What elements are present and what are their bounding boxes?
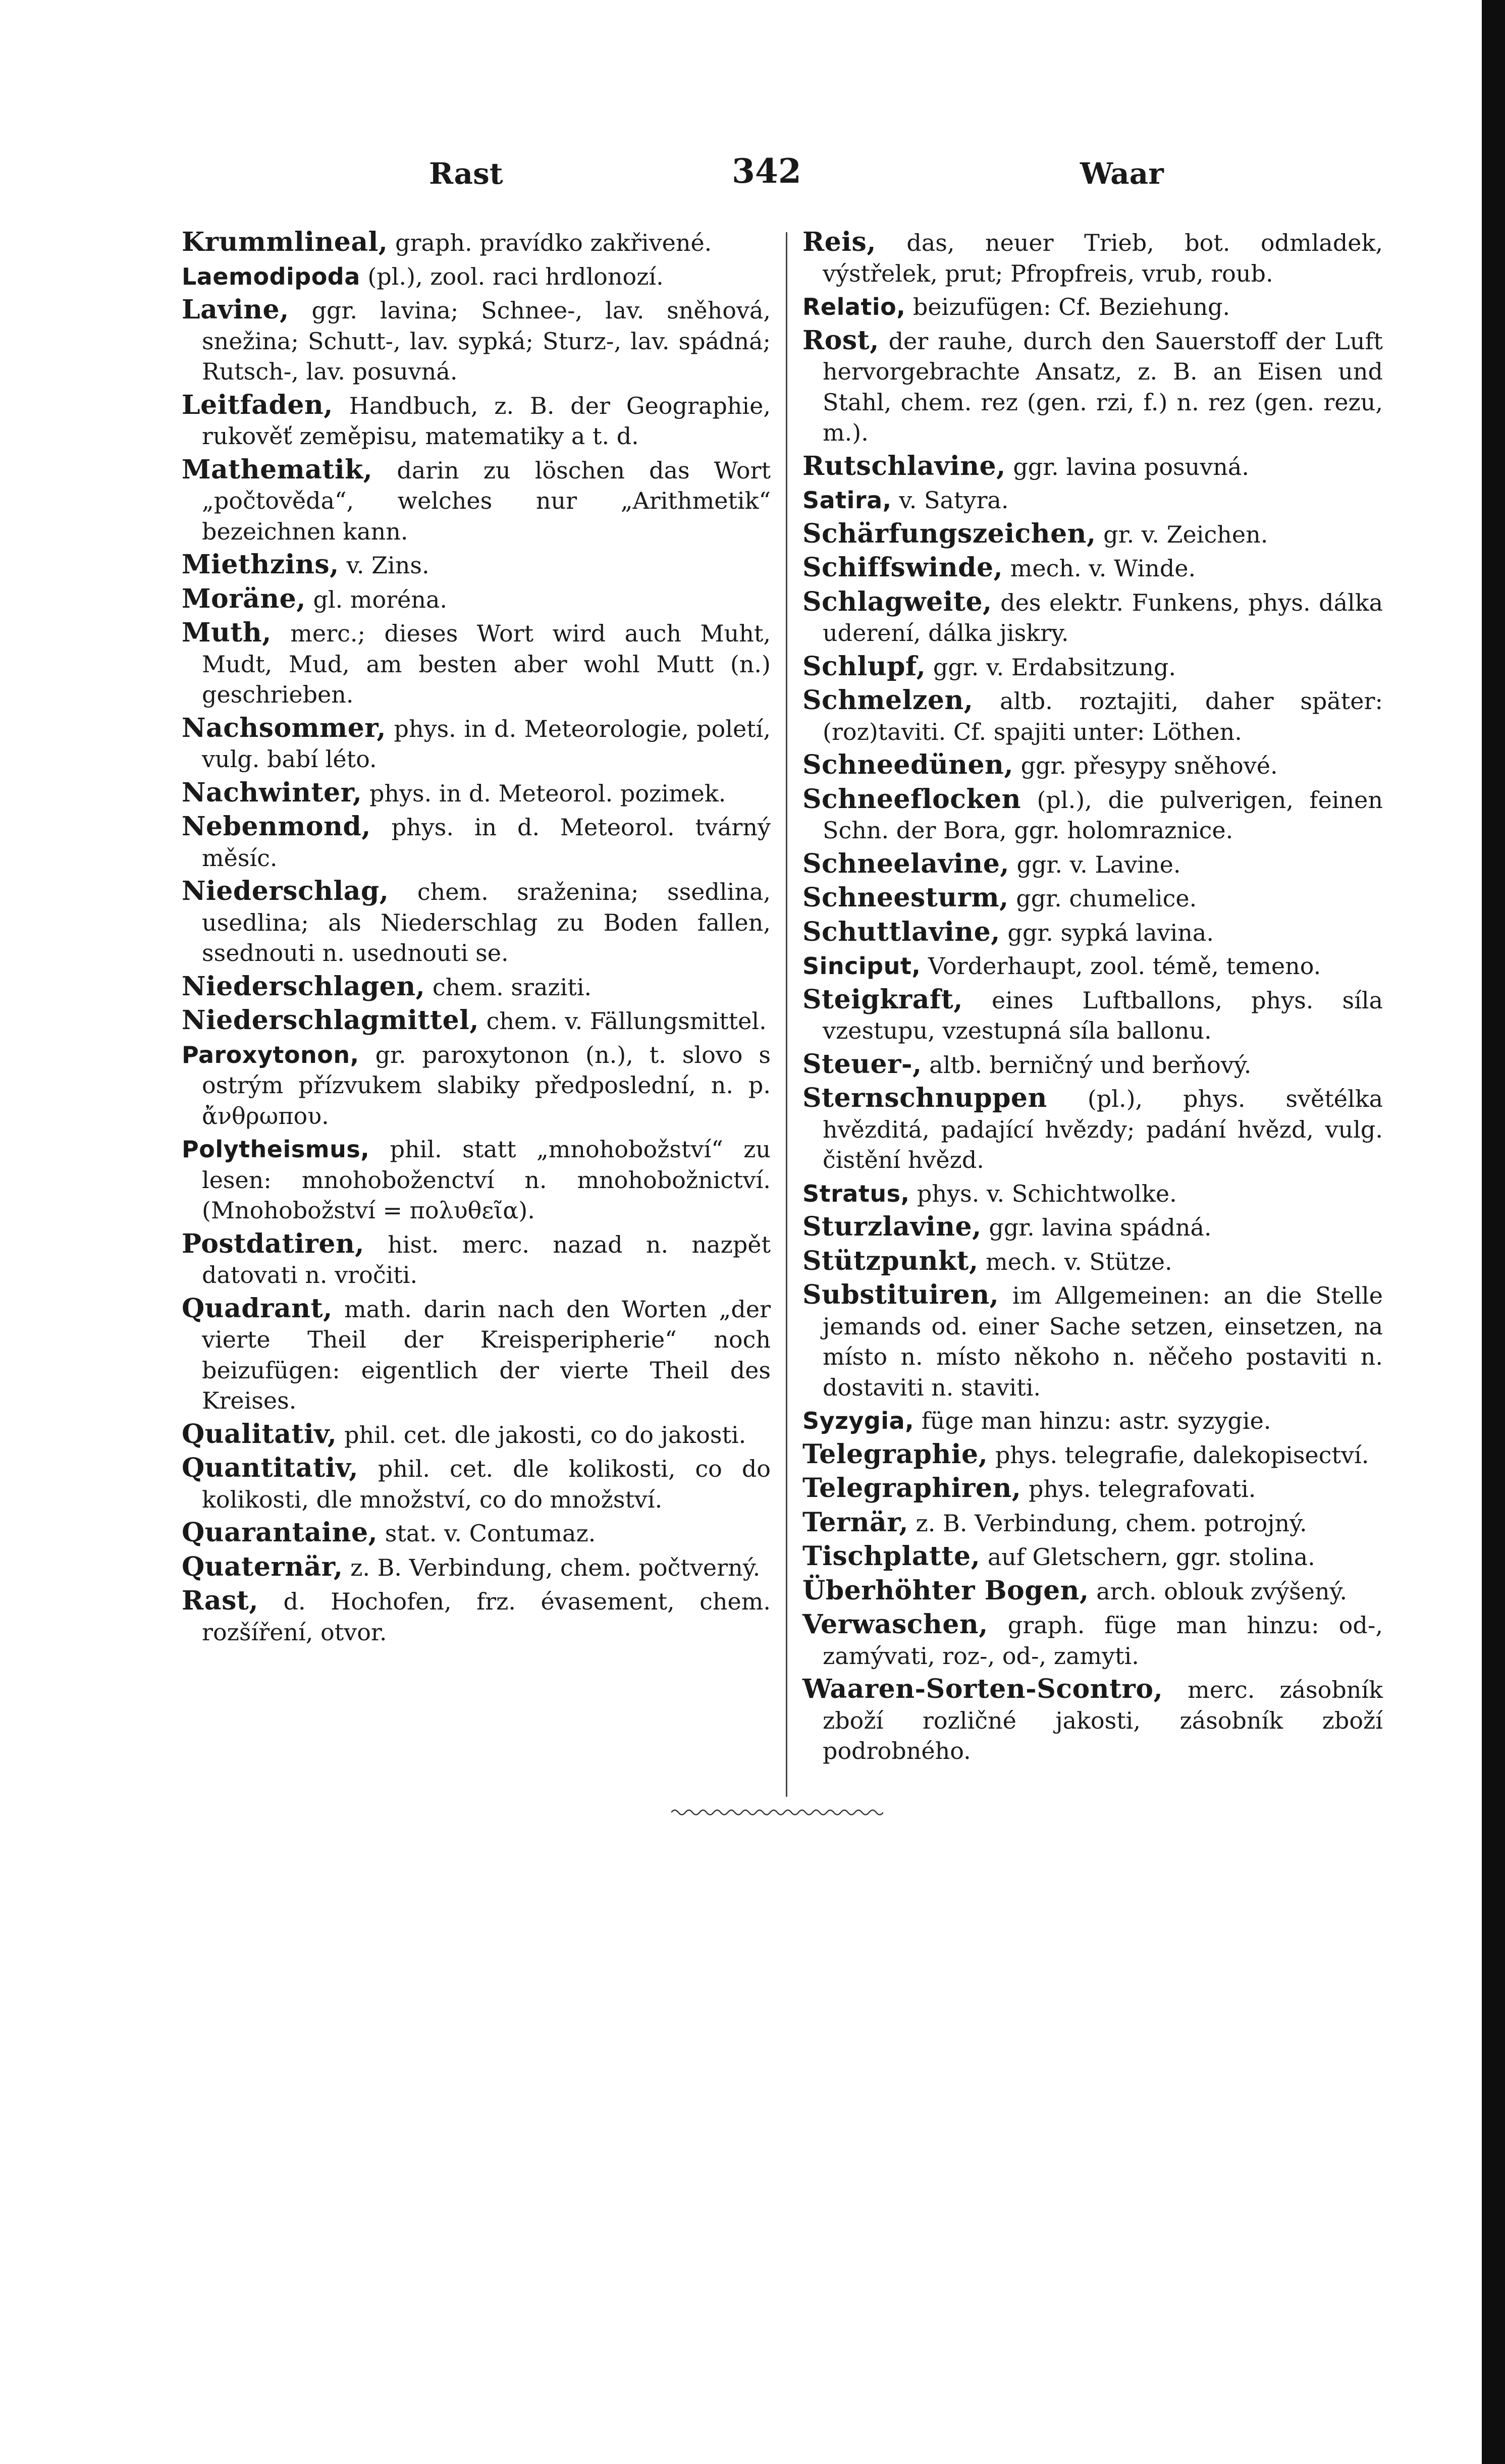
dictionary-entry (182, 390, 771, 452)
entry-definition: d. Hochofen, frz. évasement, chem. rozšíření, otvor. (202, 1588, 771, 1646)
dictionary-entry (802, 951, 1383, 982)
entry-headword: Rast, (182, 1585, 258, 1616)
dictionary-entry (182, 972, 771, 1003)
entry-headword: Niederschlag, (182, 876, 389, 906)
entry-definition: merc. zásobník zboží rozličné jakosti, zásobník zboží podrobného. (823, 1676, 1383, 1764)
entry-definition: stat. v. Contumaz. (378, 1520, 596, 1547)
entry-headword: Schneedünen, (802, 749, 1013, 780)
entry-headword: Nachsommer, (182, 712, 386, 743)
dictionary-entry (182, 713, 771, 775)
dictionary-entry (802, 292, 1383, 323)
entry-headword: Lavine, (182, 294, 289, 325)
entry-headword: Schmelzen, (802, 685, 974, 716)
dictionary-entry (802, 1280, 1383, 1403)
dictionary-entry (182, 227, 771, 258)
entry-definition: phys. telegrafovati. (1021, 1475, 1256, 1503)
entry-headword: Polytheismus, (182, 1136, 370, 1163)
entry-definition: gr. paroxytonon (n.), t. slovo s ostrým přízvukem slabiky předposlední, n. p. ἄνθρωπου. (202, 1041, 771, 1130)
entry-definition: z. B. Verbindung, chem. počtverný. (343, 1554, 761, 1581)
entry-definition: im Allgemeinen: an die Stelle jemands od. einer Sache setzen, einsetzen, na místo n. místo někoho n. něčeho postaviti n. dostaviti n. staviti. (823, 1282, 1383, 1401)
entry-definition: ggr. lavina; Schnee-, lav. sněhová, snežina; Schutt-, lav. sypká; Sturz-, lav. spádná; Rutsch-, lav. posuvná. (202, 297, 771, 385)
entry-headword: Quaternär, (182, 1551, 343, 1582)
entry-definition: ggr. v. Erdabsitzung. (926, 653, 1176, 681)
entry-definition: chem. sraženina; ssedlina, usedlina; als Niederschlag zu Boden fallen, ssednouti n. usednouti se. (202, 878, 771, 967)
entry-headword: Sternschnuppen (802, 1083, 1047, 1113)
scan-edge (1482, 0, 1505, 2464)
entry-headword: Tischplatte, (802, 1541, 981, 1572)
entry-headword: Schneesturm, (802, 882, 1009, 913)
dictionary-entry (802, 227, 1383, 289)
entry-headword: Schärfungszeichen, (802, 518, 1096, 549)
dictionary-entry (182, 1518, 771, 1549)
entry-definition: graph. pravídko zakřivené. (388, 229, 712, 256)
dictionary-entry (802, 1049, 1383, 1081)
entry-headword: Sturzlavine, (802, 1211, 982, 1242)
entry-definition: der rauhe, durch den Sauerstoff der Luft hervorgebrachte Ansatz, z. B. an Eisen und Stahl, chem. rez (gen. rzi, f.) n. rez (gen. rezu, m.). (823, 327, 1383, 446)
dictionary-page (182, 126, 1383, 2347)
entry-headword: Telegraphiren, (802, 1473, 1022, 1504)
dictionary-entry (802, 1576, 1383, 1607)
entry-definition: z. B. Verbindung, chem. potrojný. (908, 1509, 1307, 1537)
entry-definition: füge man hinzu: astr. syzygie. (914, 1407, 1271, 1434)
dictionary-entry (182, 1005, 771, 1037)
entry-headword: Satira, (802, 487, 892, 514)
dictionary-entry (802, 451, 1383, 483)
header-right-guideword: Waar (1080, 156, 1164, 191)
dictionary-entry (802, 849, 1383, 880)
entry-headword: Muth, (182, 617, 272, 648)
entry-definition: graph. füge man hinzu: od-, zamývati, roz-, od-, zamyti. (823, 1612, 1383, 1670)
entry-definition: merc.; dieses Wort wird auch Muht, Mudt, Mud, am besten aber wohl Mutt (n.) geschrieben. (202, 620, 771, 708)
entry-definition: phys. in d. Meteorol. tvárný měsíc. (202, 814, 771, 872)
dictionary-entry (802, 587, 1383, 649)
entry-headword: Krummlineal, (182, 227, 388, 257)
dictionary-entry (182, 295, 771, 387)
entry-definition: ggr. chumelice. (1008, 885, 1197, 912)
entry-definition: das, neuer Trieb, bot. odmladek, výstřelek, prut; Pfropfreis, vrub, roub. (823, 229, 1383, 287)
dictionary-entry (182, 876, 771, 969)
entry-headword: Relatio, (802, 293, 906, 320)
entry-definition: (pl.), phys. světélka hvězditá, padající hvězdy; padání hvězd, vulg. čistění hvězd. (823, 1085, 1383, 1173)
entry-definition: v. Satyra. (891, 487, 1009, 514)
entry-headword: Überhöhter Bogen, (802, 1575, 1089, 1606)
entry-definition: gl. moréna. (305, 585, 448, 613)
entry-definition: phil. cet. dle jakosti, co do jakosti. (337, 1421, 746, 1449)
dictionary-entry (802, 1508, 1383, 1539)
entry-headword: Laemodipoda (182, 262, 360, 290)
dictionary-entry (802, 485, 1383, 516)
entry-headword: Schlagweite, (802, 586, 992, 617)
entry-headword: Niederschlagen, (182, 971, 425, 1002)
entry-definition: phil. cet. dle kolikosti, co do kolikosti, dle množství, co do množství. (202, 1455, 771, 1513)
dictionary-entry (802, 652, 1383, 683)
dictionary-entry (182, 1294, 771, 1416)
entry-definition: arch. oblouk zvýšený. (1089, 1577, 1348, 1605)
entry-definition: gr. v. Zeichen. (1096, 520, 1268, 548)
entry-headword: Qualitativ, (182, 1418, 337, 1450)
dictionary-entry (182, 812, 771, 873)
entry-headword: Leitfaden, (182, 389, 333, 420)
entry-headword: Nachwinter, (182, 777, 362, 808)
dictionary-entry (802, 1246, 1383, 1277)
dictionary-entry (802, 1674, 1383, 1766)
dictionary-entry (802, 1083, 1383, 1175)
entry-headword: Quarantaine, (182, 1517, 378, 1548)
dictionary-entry (182, 618, 771, 710)
end-ornament (671, 1807, 883, 1818)
entry-headword: Schneelavine, (802, 848, 1009, 879)
dictionary-entry (802, 326, 1383, 448)
entry-definition: Vorderhaupt, zool. témě, temeno. (921, 952, 1321, 980)
dictionary-entry (802, 750, 1383, 781)
entry-definition: des elektr. Funkens, phys. dálka uderení, dálka jiskry. (823, 588, 1383, 647)
dictionary-entry (802, 985, 1383, 1046)
dictionary-entry (802, 1610, 1383, 1671)
column-divider (786, 232, 787, 1797)
entry-definition: mech. v. Winde. (1003, 555, 1196, 582)
dictionary-entry (182, 1229, 771, 1291)
right-column (792, 227, 1383, 1770)
dictionary-entry (182, 1586, 771, 1647)
dictionary-entry (802, 1473, 1383, 1505)
entry-definition: ggr. v. Lavine. (1009, 850, 1181, 878)
entry-headword: Paroxytonon, (182, 1041, 359, 1068)
dictionary-entry (182, 261, 771, 292)
dictionary-entry (802, 784, 1383, 846)
entry-headword: Stratus, (802, 1180, 910, 1207)
entry-definition: (pl.), zool. raci hrdlonozí. (360, 262, 664, 290)
entry-headword: Schneeflocken (802, 783, 1021, 815)
entry-definition: (pl.), die pulverigen, feinen Schn. der Bora, ggr. holomraznice. (823, 786, 1383, 844)
entry-definition: eines Luftballons, phys. síla vzestupu, vzestupná síla ballonu. (823, 986, 1383, 1044)
dictionary-entry (182, 584, 771, 615)
entry-headword: Miethzins, (182, 549, 339, 580)
dictionary-entry (802, 1179, 1383, 1209)
entry-headword: Niederschlagmittel, (182, 1005, 479, 1036)
dictionary-entry (802, 685, 1383, 747)
entry-definition: v. Zins. (339, 552, 429, 579)
entry-definition: hist. merc. nazad n. nazpět datovati n. vročiti. (202, 1230, 771, 1289)
entry-definition: ggr. přesypy sněhové. (1013, 752, 1278, 779)
entry-headword: Moräne, (182, 583, 306, 614)
entry-headword: Ternär, (802, 1507, 908, 1538)
entry-headword: Reis, (802, 227, 876, 257)
page-header (182, 146, 1383, 202)
entry-headword: Quantitativ, (182, 1453, 358, 1483)
entry-headword: Steigkraft, (802, 984, 963, 1015)
entry-definition: phil. statt „mnohobožství“ zu lesen: mnohoboženctví n. mnohobožnictví. (Mnohobožství = πολυθεῖα). (202, 1136, 771, 1224)
page-number: 342 (732, 151, 801, 191)
entry-headword: Steuer-, (802, 1048, 922, 1080)
dictionary-entry (802, 1406, 1383, 1436)
entry-headword: Postdatiren, (182, 1228, 364, 1259)
entry-headword: Sinciput, (802, 952, 921, 980)
entry-definition: phys. in d. Meteorologie, poletí, vulg. babí léto. (202, 715, 771, 773)
dictionary-entry (182, 778, 771, 809)
entry-definition: mech. v. Stütze. (978, 1248, 1172, 1275)
entry-headword: Syzygia, (802, 1407, 915, 1434)
entry-definition: auf Gletschern, ggr. stolina. (980, 1543, 1315, 1571)
entry-headword: Nebenmond, (182, 811, 371, 842)
left-column (182, 227, 780, 1650)
header-left-guideword: Rast (429, 156, 503, 191)
entry-headword: Substituiren, (802, 1279, 999, 1310)
dictionary-entry (802, 519, 1383, 550)
dictionary-entry (182, 1134, 771, 1226)
entry-headword: Schiffswinde, (802, 552, 1003, 583)
dictionary-entry (802, 917, 1383, 948)
entry-definition: altb. roztajiti, daher später: (roz)taviti. Cf. spajiti unter: Löthen. (823, 687, 1383, 745)
entry-headword: Waaren-Sorten-Scontro, (802, 1674, 1163, 1704)
dictionary-entry (182, 1552, 771, 1583)
entry-definition: chem. sraziti. (425, 973, 592, 1001)
entry-headword: Stützpunkt, (802, 1245, 979, 1276)
entry-headword: Telegraphie, (802, 1438, 988, 1470)
entry-definition: math. darin nach den Worten „der vierte Theil der Kreisperipherie“ noch beizufügen: eigentlich der vierte Theil des Kreises. (202, 1295, 771, 1414)
dictionary-entry (182, 1453, 771, 1515)
entry-definition: beizufügen: Cf. Beziehung. (905, 293, 1230, 320)
entry-headword: Rost, (802, 325, 879, 356)
entry-headword: Rutschlavine, (802, 450, 1006, 481)
entry-definition: chem. v. Fällungsmittel. (479, 1007, 767, 1035)
entry-definition: ggr. lavina spádná. (981, 1214, 1212, 1241)
entry-definition: ggr. lavina posuvná. (1005, 453, 1249, 480)
entry-headword: Quadrant, (182, 1293, 333, 1324)
entry-definition: Handbuch, z. B. der Geographie, rukověť zeměpisu, matematiky a t. d. (202, 392, 771, 450)
entry-definition: ggr. sypká lavina. (1000, 919, 1214, 946)
dictionary-entry (182, 455, 771, 547)
entry-headword: Mathematik, (182, 454, 373, 485)
dictionary-entry (182, 550, 771, 581)
entry-definition: altb. berničný und berňový. (922, 1051, 1252, 1079)
entry-headword: Verwaschen, (802, 1609, 988, 1640)
dictionary-entry (802, 1439, 1383, 1471)
dictionary-entry (182, 1419, 771, 1451)
entry-definition: darin zu löschen das Wort „počtověda“, welches nur „Arithmetik“ bezeichnen kann. (202, 456, 771, 545)
entry-definition: phys. telegrafie, dalekopisectví. (988, 1441, 1369, 1469)
dictionary-entry (182, 1040, 771, 1132)
entry-definition: phys. v. Schichtwolke. (909, 1180, 1177, 1207)
dictionary-entry (802, 883, 1383, 914)
dictionary-entry (802, 553, 1383, 584)
entry-definition: phys. in d. Meteorol. pozimek. (362, 779, 726, 807)
entry-headword: Schlupf, (802, 651, 926, 682)
entry-headword: Schuttlavine, (802, 916, 1000, 947)
dictionary-entry (802, 1541, 1383, 1573)
dictionary-entry (802, 1212, 1383, 1243)
